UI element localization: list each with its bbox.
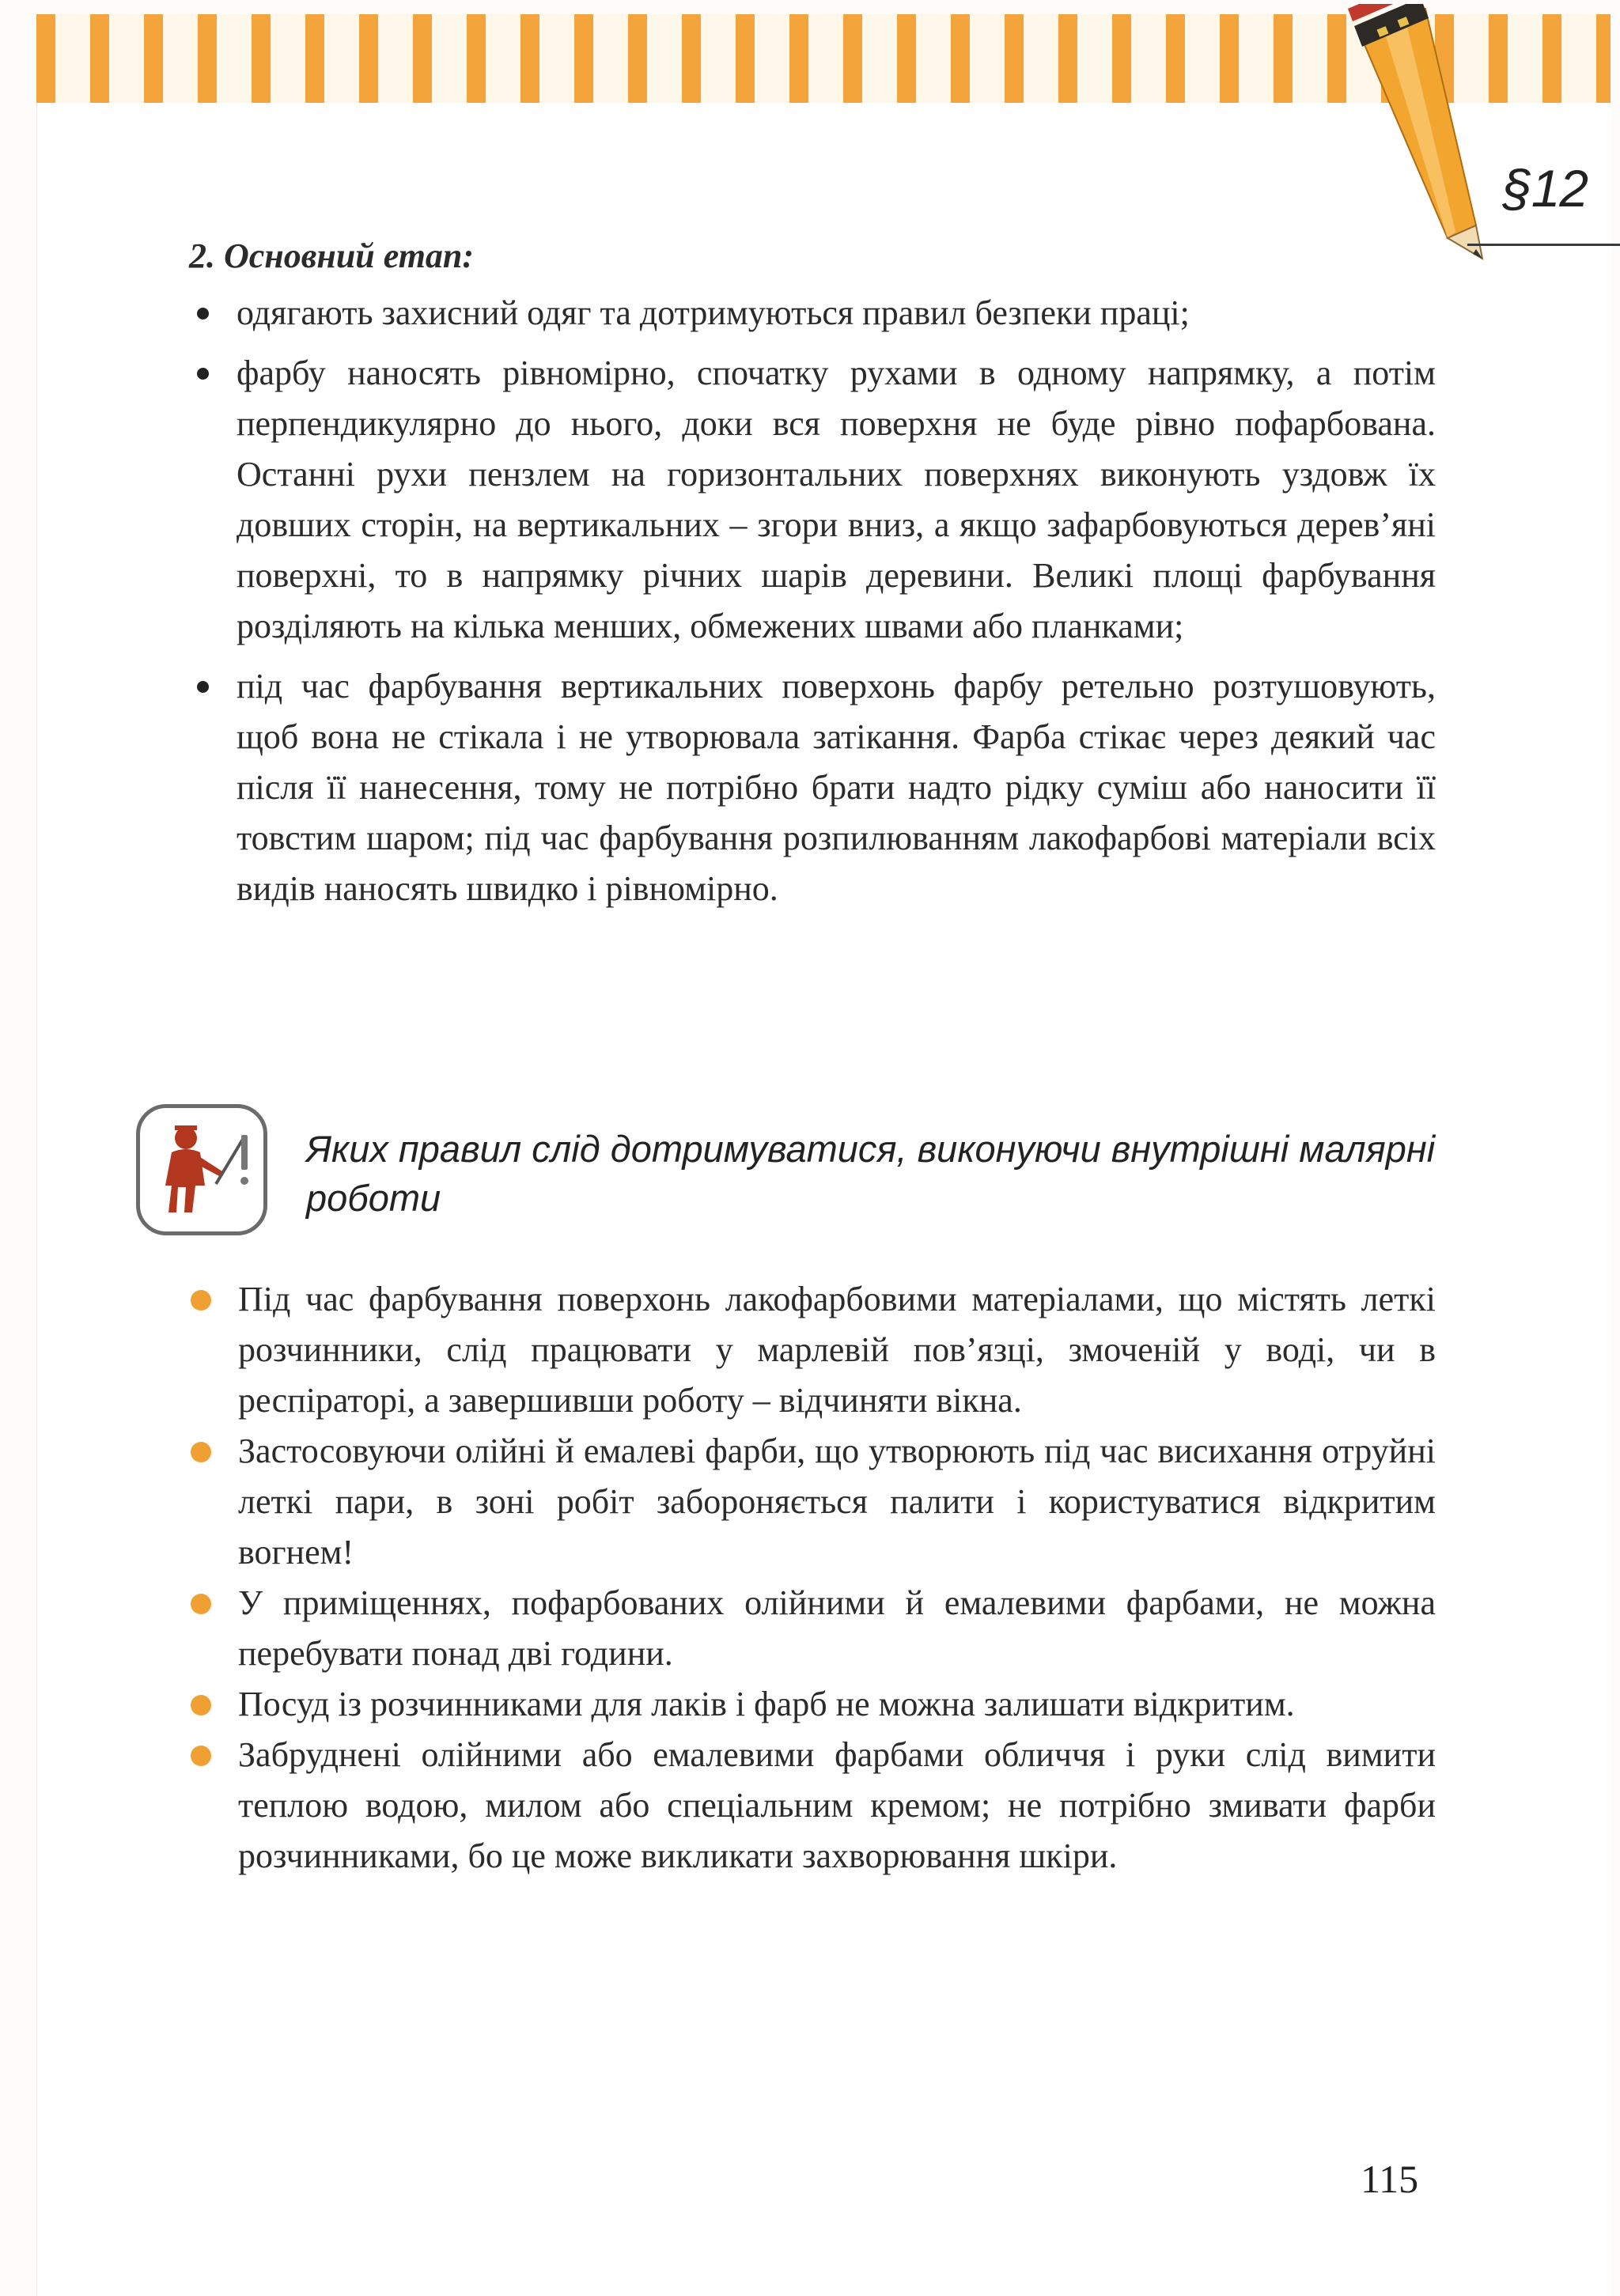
question-callout bbox=[136, 1104, 1449, 1239]
safety-rules-section bbox=[186, 1274, 1436, 1882]
rule-item-text: Забруднені олійними або емалевими фарбами обличчя і руки слід вимити теплою водою, милом або спеціальним кремом; не потрібно змивати фарби розчинниками, бо це може викликати захворювання шкіри. bbox=[238, 1735, 1436, 1875]
page-number: 115 bbox=[1361, 2157, 1419, 2201]
main-stage-section bbox=[186, 231, 1436, 924]
bullet-icon bbox=[197, 368, 209, 380]
bullet-icon bbox=[197, 308, 209, 320]
rule-item bbox=[186, 1730, 1436, 1882]
list-item bbox=[186, 348, 1436, 652]
orange-bullet-icon bbox=[191, 1695, 211, 1715]
safety-rules-list bbox=[186, 1274, 1436, 1882]
rule-item-text: Застосовуючи олійні й емалеві фарби, що утворюють під час висихання отруйні леткі пари, в зоні робіт забороняється палити і користуватися відкритим вогнем! bbox=[238, 1432, 1436, 1572]
list-item-text: одягають захисний одяг та дотримуються правил безпеки праці; bbox=[237, 293, 1190, 332]
list-item bbox=[186, 288, 1436, 339]
rule-item bbox=[186, 1578, 1436, 1679]
rule-item-text: Під час фарбування поверхонь лакофарбовими матеріалами, що містять леткі розчинники, слід працювати у марлевій пов’язці, змоченій у воді, чи в респіраторі, а завершивши роботу – відчиняти вікна. bbox=[238, 1280, 1436, 1420]
section-heading: 2. Основний етап: bbox=[189, 236, 475, 275]
pencil-icon bbox=[1337, 4, 1487, 265]
header-rule bbox=[1467, 244, 1620, 246]
bullet-icon bbox=[197, 681, 209, 693]
rule-item bbox=[186, 1426, 1436, 1578]
orange-bullet-icon bbox=[191, 1290, 211, 1311]
orange-bullet-icon bbox=[191, 1746, 211, 1766]
rule-item-text: Посуд із розчинниками для лаків і фарб не можна залишати відкритим. bbox=[238, 1685, 1295, 1723]
main-stage-list bbox=[186, 288, 1436, 914]
teacher-pointer-icon bbox=[136, 1104, 267, 1235]
list-item-text: фарбу наносять рівномірно, спочатку рухами в одному напрямку, а потім перпендикулярно до нього, доки вся поверхня не буде рівно пофарбована. Останні рухи пензлем на горизонтальних поверхнях виконують уздовж їх довших сторін, на вертикальних – згори вниз, а якщо зафарбовуються дерев’яні поверхні, то в напрямку річних шарів деревини. Великі площі фарбування розділяють на кілька менших, обмежених швами або планками; bbox=[237, 354, 1436, 645]
orange-bullet-icon bbox=[191, 1594, 211, 1614]
rule-item-text: У приміщеннях, пофарбованих олійними й емалевими фарбами, не можна перебувати понад дві години. bbox=[238, 1583, 1436, 1673]
list-item bbox=[186, 661, 1436, 914]
rule-item bbox=[186, 1274, 1436, 1426]
rule-item bbox=[186, 1679, 1436, 1730]
list-item-text: під час фарбування вертикальних поверхонь фарбу ретельно розтушовують, щоб вона не стікала і не утворювала затікання. Фарба стікає через деякий час після її нанесення, тому не потрібно брати надто рідку суміш або наносити її товстим шаром; під час фарбування розпилюванням лакофарбові матеріали всіх видів наносять швидко і рівномірно. bbox=[237, 667, 1436, 908]
paragraph-number: §12 bbox=[1503, 159, 1588, 217]
question-title: Яких правил слід дотримуватися, виконуючи внутрішні малярні роботи bbox=[306, 1128, 1436, 1219]
orange-bullet-icon bbox=[191, 1442, 211, 1462]
